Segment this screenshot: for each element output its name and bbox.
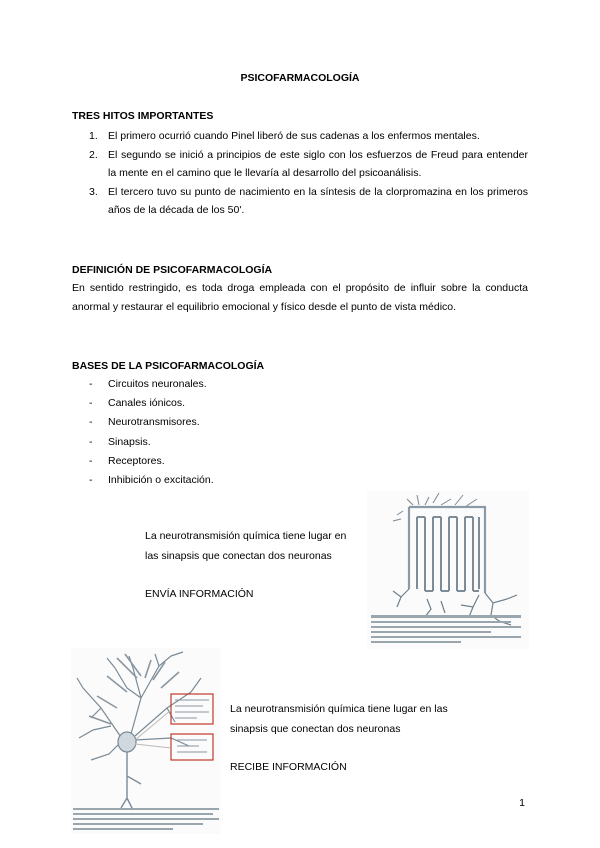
bases-list	[72, 375, 214, 490]
list-dash: -	[89, 397, 93, 410]
list-item-text: Neurotransmisores.	[108, 416, 200, 429]
list-item	[72, 375, 214, 394]
list-item-text: Receptores.	[108, 454, 165, 467]
list-item-text: Inhibición o excitación.	[108, 474, 214, 487]
list-item-text: El segundo se inició a principios de este siglo con los esfuerzos de Freud para entender la mente en el camino que le llevaría al desarrollo del psicoanálisis.	[108, 148, 528, 179]
neuron-figure-sends	[367, 491, 529, 649]
figure1-caption-line: La neurotransmisión química tiene lugar en	[145, 530, 347, 542]
list-dash: -	[89, 454, 93, 467]
figure1-label: ENVÍA INFORMACIÓN	[145, 588, 254, 600]
section-heading-hitos: TRES HITOS IMPORTANTES	[72, 110, 214, 122]
list-number: 2.	[89, 148, 98, 161]
list-item	[72, 452, 214, 471]
list-item	[72, 146, 528, 183]
list-dash: -	[89, 435, 93, 448]
hitos-list	[72, 127, 528, 220]
figure2-caption-line: La neurotransmisión química tiene lugar en las	[230, 703, 448, 715]
figure1-caption-line: las sinapsis que conectan dos neuronas	[145, 549, 332, 562]
list-item-text: El primero ocurrió cuando Pinel liberó de sus cadenas a los enfermos mentales.	[108, 130, 480, 142]
list-item	[72, 471, 214, 490]
list-item-text: Sinapsis.	[108, 435, 151, 448]
list-item-text: Circuitos neuronales.	[108, 378, 207, 390]
list-item	[72, 127, 528, 146]
page-title: PSICOFARMACOLOGÍA	[240, 72, 360, 84]
list-dash: -	[89, 416, 93, 429]
figure2-caption	[230, 700, 448, 778]
figure1-caption	[145, 527, 346, 605]
list-item	[72, 433, 214, 452]
list-item	[72, 413, 214, 432]
neuron-figure-receives	[71, 648, 221, 834]
list-number: 1.	[89, 130, 98, 142]
list-item-text: Canales iónicos.	[108, 397, 186, 410]
figure2-label: RECIBE INFORMACIÓN	[230, 761, 347, 773]
list-item-text: El tercero tuvo su punto de nacimiento en la síntesis de la clorpromazina en los primeros años de la década de los 50'.	[108, 185, 528, 216]
list-item	[72, 183, 528, 220]
list-dash: -	[89, 378, 93, 390]
list-item	[72, 394, 214, 413]
page-number: 1	[519, 797, 525, 809]
section-heading-bases: BASES DE LA PSICOFARMACOLOGÍA	[72, 360, 265, 372]
list-dash: -	[89, 474, 93, 487]
list-number: 3.	[89, 185, 98, 198]
figure2-caption-line: sinapsis que conectan dos neuronas	[230, 722, 401, 735]
definition-paragraph: En sentido restringido, es toda droga empleada con el propósito de influir sobre la conducta anormal y restaurar el equilibrio emocional y físico desde el punto de vista médico.	[72, 282, 528, 313]
section-heading-definicion: DEFINICIÓN DE PSICOFARMACOLOGÍA	[72, 264, 273, 276]
